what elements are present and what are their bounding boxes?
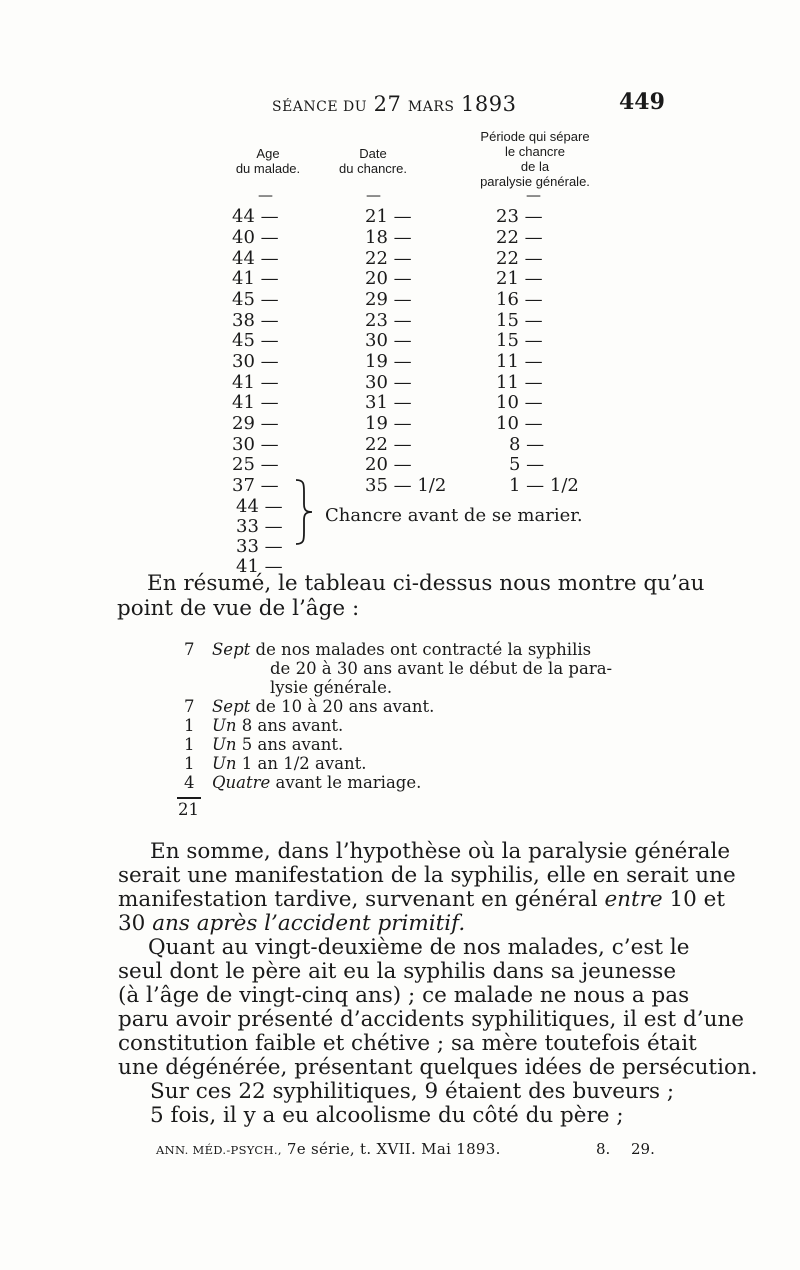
table-row: [0, 206, 800, 227]
age-cell: 44 —: [232, 206, 279, 227]
page-number: 449: [619, 89, 665, 115]
summary-total: 21: [178, 800, 199, 819]
summary-text: de nos malades ont contracté la syphilis: [250, 640, 592, 659]
column-header-line: Période qui sépare: [480, 129, 590, 144]
body-line: [118, 1032, 697, 1056]
body-line: [150, 840, 730, 864]
footer-series: 7e série, t. XVII. Mai 1893.: [286, 1140, 501, 1158]
bracket-note: Chancre avant de se marier.: [325, 505, 583, 526]
age-cell: 40 —: [232, 227, 279, 248]
summary-text: avant le mariage.: [270, 773, 422, 792]
body-line: [118, 888, 725, 912]
summary-count: 1: [184, 735, 195, 754]
body-text-run: seul dont le père ait eu la syphilis dans sa jeunesse: [118, 959, 677, 984]
period-cell: 5 —: [509, 454, 545, 475]
date-cell: 31 —: [365, 392, 412, 413]
period-cell: 21 —: [496, 268, 543, 289]
period-cell: 8 —: [509, 434, 545, 455]
table-row: [0, 268, 800, 289]
page-footer: [156, 1140, 501, 1158]
date-cell: 35 — 1/2: [365, 475, 447, 496]
table-row: [0, 434, 800, 455]
column-header-line: Date: [359, 146, 387, 161]
period-cell: 22 —: [496, 227, 543, 248]
date-cell: 30 —: [365, 372, 412, 393]
footer-journal: ANN. MÉD.-PSYCH.,: [156, 1143, 282, 1157]
body-text-run: 30: [118, 911, 153, 936]
summary-text: 8 ans avant.: [236, 716, 344, 735]
footer-signature: 8.: [596, 1140, 611, 1158]
header-dash: —: [366, 186, 381, 204]
summary-word: Un: [212, 754, 237, 773]
body-text-run: constitution faible et chétive ; sa mère toutefois était: [118, 1031, 697, 1056]
body-text-run: Sur ces 22 syphilitiques, 9 étaient des buveurs ;: [150, 1079, 675, 1104]
body-line: [118, 864, 736, 888]
age-cell: 25 —: [232, 454, 279, 475]
column-header-line: le chancre: [505, 144, 565, 159]
table-row: [0, 454, 800, 475]
date-cell: 21 —: [365, 206, 412, 227]
body-text-run: paru avoir présenté d’accidents syphilitiques, il est d’une: [118, 1007, 745, 1032]
column-header-line: Age: [256, 146, 280, 161]
date-cell: 30 —: [365, 330, 412, 351]
column-header-line: du malade.: [235, 161, 301, 176]
sum-rule: [177, 797, 201, 799]
age-cell: 33 —: [236, 516, 283, 537]
date-cell: 19 —: [365, 413, 412, 434]
period-cell: 22 —: [496, 248, 543, 269]
age-cell: 41 —: [232, 392, 279, 413]
summary-count: 7: [184, 697, 195, 716]
body-text-run: En somme, dans l’hypothèse où la paralysie générale: [150, 839, 731, 864]
table-row: [0, 227, 800, 248]
body-text-run: serait une manifestation de la syphilis, elle en serait une: [118, 863, 736, 888]
body-line: [118, 912, 465, 936]
age-cell: 45 —: [232, 330, 279, 351]
body-line: [118, 1008, 744, 1032]
date-cell: 20 —: [365, 454, 412, 475]
age-cell: 41 —: [236, 556, 283, 577]
summary-count: 7: [184, 640, 195, 659]
body-line: [118, 960, 676, 984]
period-cell: 10 —: [496, 413, 543, 434]
summary-text: lysie générale.: [270, 678, 393, 697]
period-cell: 10 —: [496, 392, 543, 413]
summary-count: 1: [184, 716, 195, 735]
table-row: [0, 413, 800, 434]
header-day: 27: [373, 92, 402, 116]
summary-text: de 20 à 30 ans avant le début de la para-: [270, 659, 613, 678]
table-row: [0, 310, 800, 331]
table-row: [0, 392, 800, 413]
summary-text: 5 ans avant.: [236, 735, 344, 754]
column-header-line: de la: [520, 159, 550, 174]
age-cell: 30 —: [232, 351, 279, 372]
summary-text: de 10 à 20 ans avant.: [250, 697, 435, 716]
body-text-run: manifestation tardive, survenant en général: [118, 887, 605, 912]
body-text-run: Quant au vingt-deuxième de nos malades, c’est le: [148, 935, 690, 960]
body-text-run: une dégénérée, présentant quelques idées de persécution.: [118, 1055, 758, 1080]
age-cell: 41 —: [232, 268, 279, 289]
date-cell: 23 —: [365, 310, 412, 331]
intro-line-1: En résumé, le tableau ci-dessus nous montre qu’au: [147, 571, 705, 596]
age-cell: 44 —: [236, 496, 283, 517]
header-year: 1893: [461, 92, 517, 116]
age-cell: 41 —: [232, 372, 279, 393]
age-cell: 44 —: [232, 248, 279, 269]
column-header-age: [228, 146, 308, 176]
summary-word: Sept: [212, 640, 251, 659]
running-header: [272, 92, 516, 116]
summary-word: Sept: [212, 697, 251, 716]
summary-count: 1: [184, 754, 195, 773]
footer-signature-2: 29.: [631, 1140, 655, 1158]
header-dash: —: [526, 186, 541, 204]
summary-text: 1 an 1/2 avant.: [236, 754, 367, 773]
table-row: [0, 248, 800, 269]
curly-brace-icon: [292, 478, 314, 546]
period-cell: 15 —: [496, 330, 543, 351]
age-cell: 45 —: [232, 289, 279, 310]
table-row: [0, 289, 800, 310]
column-header-date: [318, 146, 428, 176]
summary-word: Un: [212, 735, 237, 754]
body-text-run: (à l’âge de vingt-cinq ans) ; ce malade ne nous a pas: [118, 983, 690, 1008]
column-header-line: du chancre.: [339, 161, 407, 176]
table-row: [0, 372, 800, 393]
intro-line-2: point de vue de l’âge :: [117, 596, 360, 621]
column-header-line: paralysie générale.: [480, 174, 590, 189]
body-text-run: 5 fois, il y a eu alcoolisme du côté du père ;: [150, 1103, 624, 1128]
date-cell: 29 —: [365, 289, 412, 310]
summary-word: Un: [212, 716, 237, 735]
age-cell: 38 —: [232, 310, 279, 331]
column-header-period: [455, 129, 615, 189]
date-cell: 19 —: [365, 351, 412, 372]
body-line: [150, 1104, 624, 1128]
date-cell: 22 —: [365, 248, 412, 269]
header-month: MARS: [407, 99, 455, 115]
period-cell: 1 — 1/2: [509, 475, 579, 496]
header-dash: —: [258, 186, 273, 204]
period-cell: 16 —: [496, 289, 543, 310]
body-line: [118, 1056, 758, 1080]
table-row: [0, 351, 800, 372]
period-cell: 11 —: [496, 351, 543, 372]
age-cell: 37 —: [232, 475, 279, 496]
body-line: [148, 936, 689, 960]
age-cell: 33 —: [236, 536, 283, 557]
period-cell: 23 —: [496, 206, 543, 227]
date-cell: 18 —: [365, 227, 412, 248]
period-cell: 11 —: [496, 372, 543, 393]
body-text-emphasis: ans après l’accident primitif.: [152, 911, 466, 936]
summary-count: 4: [184, 773, 195, 792]
body-line: [150, 1080, 674, 1104]
date-cell: 20 —: [365, 268, 412, 289]
table-row: [0, 330, 800, 351]
body-text-run: 10 et: [662, 887, 726, 912]
date-cell: 22 —: [365, 434, 412, 455]
summary-word: Quatre: [212, 773, 271, 792]
body-line: [118, 984, 689, 1008]
table-row: [0, 475, 800, 496]
period-cell: 15 —: [496, 310, 543, 331]
age-cell: 29 —: [232, 413, 279, 434]
header-prefix: SÉANCE DU: [272, 99, 368, 115]
body-text-emphasis: entre: [604, 887, 663, 912]
table-row: [0, 536, 800, 557]
age-cell: 30 —: [232, 434, 279, 455]
